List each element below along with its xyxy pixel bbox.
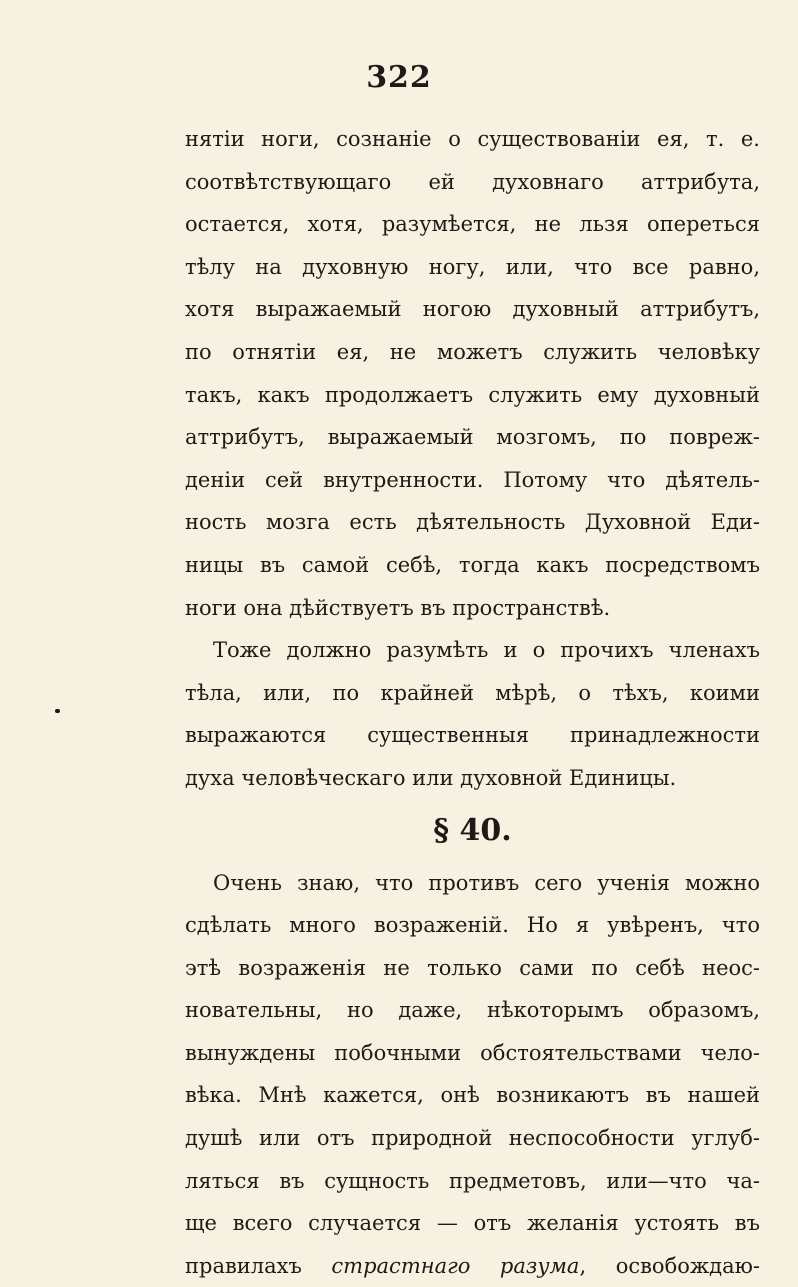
text-block [185, 118, 760, 1287]
paragraph-3 [185, 862, 760, 1287]
text-line-last [185, 1245, 760, 1287]
text-line: хотя выражаемый ногою духовный аттрибутъ, [185, 288, 760, 331]
text-line: вѣка. Мнѣ кажется, онѣ возникаютъ въ нашей [185, 1074, 760, 1117]
text-line: аттрибутъ, выражаемый мозгомъ, по повреж- [185, 416, 760, 459]
page-number: 322 [0, 60, 798, 95]
text-line: выражаются существенныя принадлежности [185, 714, 760, 757]
text-line: духа человѣческаго или духовной Единицы. [185, 757, 760, 800]
text-line: вынуждены побочными обстоятельствами чело- [185, 1032, 760, 1075]
text-line: Тоже должно разумѣть и о прочихъ членахъ [185, 629, 760, 672]
section-heading: § 40. [185, 800, 760, 862]
text-line: тѣла, или, по крайней мѣрѣ, о тѣхъ, коими [185, 672, 760, 715]
text-line: ницы въ самой себѣ, тогда какъ посредствомъ [185, 544, 760, 587]
ink-mark [55, 709, 60, 713]
text-line: по отнятіи ея, не можетъ служить человѣку [185, 331, 760, 374]
text-line: ще всего случается — отъ желанія устоять въ [185, 1202, 760, 1245]
text-line: ляться въ сущность предметовъ, или—что ча- [185, 1160, 760, 1203]
text-line: Очень знаю, что противъ сего ученія можно [185, 862, 760, 905]
text-line: этѣ возраженія не только сами по себѣ неос- [185, 947, 760, 990]
text-line: такъ, какъ продолжаетъ служить ему духовный [185, 374, 760, 417]
text-line: тѣлу на духовную ногу, или, что все равно, [185, 246, 760, 289]
text-line: соотвѣтствующаго ей духовнаго аттрибута, [185, 161, 760, 204]
paragraph-1 [185, 118, 760, 629]
text-segment: правилахъ [185, 1254, 331, 1278]
text-line: душѣ или отъ природной неспособности углуб- [185, 1117, 760, 1160]
text-line: деніи сей внутренности. Потому что дѣятель- [185, 459, 760, 502]
text-segment: , освобождаю- [579, 1254, 760, 1278]
text-line: остается, хотя, разумѣется, не льзя опереться [185, 203, 760, 246]
text-line: ность мозга есть дѣятельность Духовной Еди- [185, 501, 760, 544]
italic-phrase: страстнаго разума [331, 1254, 579, 1278]
paragraph-2 [185, 629, 760, 799]
text-line: ноги она дѣйствуетъ въ пространствѣ. [185, 587, 760, 630]
text-line: нятіи ноги, сознаніе о существованіи ея, т. е. [185, 118, 760, 161]
text-line: новательны, но даже, нѣкоторымъ образомъ, [185, 989, 760, 1032]
text-line: сдѣлать много возраженій. Но я увѣренъ, что [185, 904, 760, 947]
